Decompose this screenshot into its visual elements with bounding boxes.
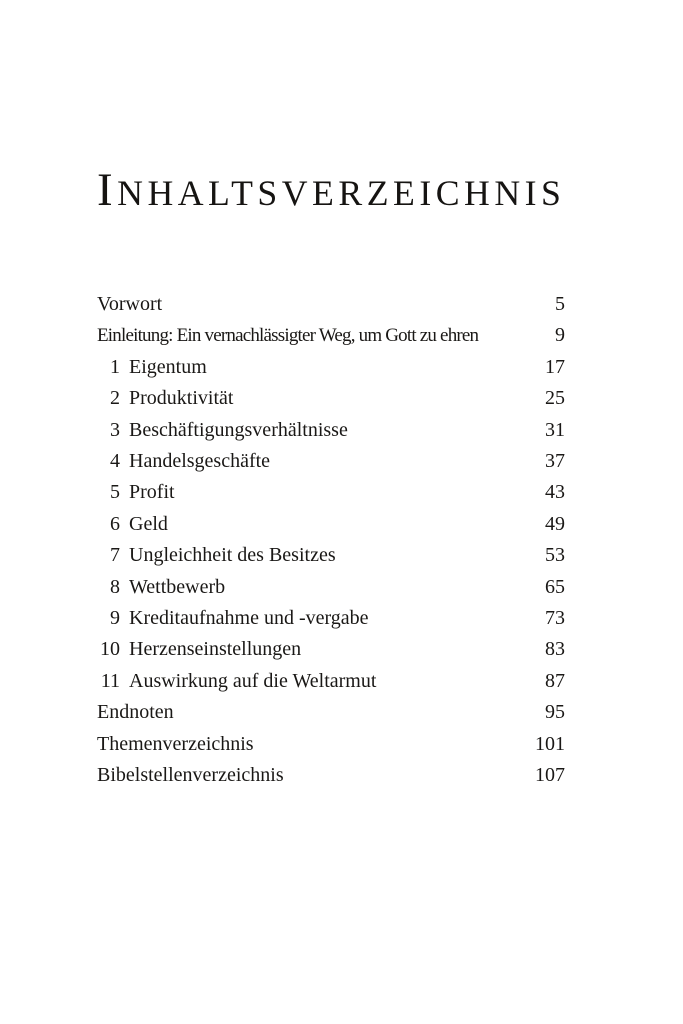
chapter-number: 5 bbox=[110, 481, 120, 504]
page-title bbox=[97, 166, 565, 217]
toc-entry-chapter-6 bbox=[97, 509, 565, 540]
entry-label: Handelsgeschäfte bbox=[129, 450, 271, 473]
toc-entry-endnoten bbox=[97, 697, 565, 728]
entry-page-number: 5 bbox=[555, 293, 565, 315]
entry-label: Profit bbox=[129, 481, 175, 504]
chapter-number: 3 bbox=[110, 418, 120, 441]
toc-entry-chapter-1 bbox=[97, 352, 565, 383]
entry-page-number: 53 bbox=[545, 544, 565, 567]
toc-entry-chapter-11 bbox=[97, 666, 565, 697]
entry-label: Produktivität bbox=[129, 387, 234, 410]
entry-label: Eigentum bbox=[129, 355, 207, 378]
entry-page-number: 87 bbox=[545, 669, 565, 692]
entry-label: Einleitung: Ein vernachlässigter Weg, um Gott zu ehren bbox=[97, 325, 479, 347]
entry-page-number: 95 bbox=[545, 701, 565, 724]
entry-page-number: 49 bbox=[545, 512, 565, 535]
chapter-number: 9 bbox=[110, 607, 120, 630]
toc-entry-chapter-2 bbox=[97, 383, 565, 414]
toc-entry-vorwort bbox=[97, 289, 565, 320]
entry-label: Geld bbox=[129, 512, 168, 535]
toc-content bbox=[97, 0, 565, 792]
toc-entry-chapter-4 bbox=[97, 446, 565, 477]
entry-page-number: 107 bbox=[535, 764, 565, 787]
toc-entry-chapter-3 bbox=[97, 415, 565, 446]
toc-entry-themenverzeichnis bbox=[97, 729, 565, 760]
entry-label: Auswirkung auf die Weltarmut bbox=[129, 669, 377, 692]
chapter-number: 2 bbox=[110, 387, 120, 410]
chapter-number: 6 bbox=[110, 512, 120, 535]
entry-page-number: 9 bbox=[555, 324, 565, 347]
entry-page-number: 65 bbox=[545, 575, 565, 598]
entry-label: Wettbewerb bbox=[129, 575, 226, 598]
chapter-number: 8 bbox=[110, 575, 120, 598]
entry-label: Kreditaufnahme und -vergabe bbox=[129, 607, 369, 630]
page-title-rest: NHALTSVERZEICHNIS bbox=[117, 173, 566, 213]
toc-entry-chapter-8 bbox=[97, 572, 565, 603]
entry-page-number: 31 bbox=[545, 418, 565, 441]
entry-label: Herzenseinstellungen bbox=[129, 638, 302, 661]
entry-label: Endnoten bbox=[97, 701, 174, 724]
entry-label: Themenverzeichnis bbox=[97, 732, 254, 755]
entry-page-number: 37 bbox=[545, 450, 565, 473]
chapter-number: 11 bbox=[100, 669, 120, 692]
entry-label: Bibelstellenverzeichnis bbox=[97, 764, 284, 787]
entry-page-number: 73 bbox=[545, 607, 565, 630]
chapter-number: 7 bbox=[110, 544, 120, 567]
entry-page-number: 43 bbox=[545, 481, 565, 504]
entry-label: Vorwort bbox=[97, 293, 163, 315]
entry-label: Beschäftigungsverhältnisse bbox=[129, 418, 348, 441]
toc-entry-bibelstellenverzeichnis bbox=[97, 760, 565, 791]
entry-label: Ungleichheit des Besitzes bbox=[129, 544, 336, 567]
entry-page-number: 101 bbox=[535, 732, 565, 755]
chapter-number: 10 bbox=[100, 638, 120, 661]
toc-entry-chapter-5 bbox=[97, 477, 565, 508]
entry-page-number: 17 bbox=[545, 355, 565, 378]
toc-entry-einleitung bbox=[97, 320, 565, 351]
toc-entry-chapter-7 bbox=[97, 540, 565, 571]
entry-page-number: 83 bbox=[545, 638, 565, 661]
table-of-contents bbox=[97, 289, 565, 792]
toc-entry-chapter-10 bbox=[97, 634, 565, 665]
page-title-initial: I bbox=[97, 164, 118, 216]
entry-page-number: 25 bbox=[545, 387, 565, 410]
chapter-number: 1 bbox=[110, 355, 120, 378]
chapter-number: 4 bbox=[110, 450, 120, 473]
toc-entry-chapter-9 bbox=[97, 603, 565, 634]
